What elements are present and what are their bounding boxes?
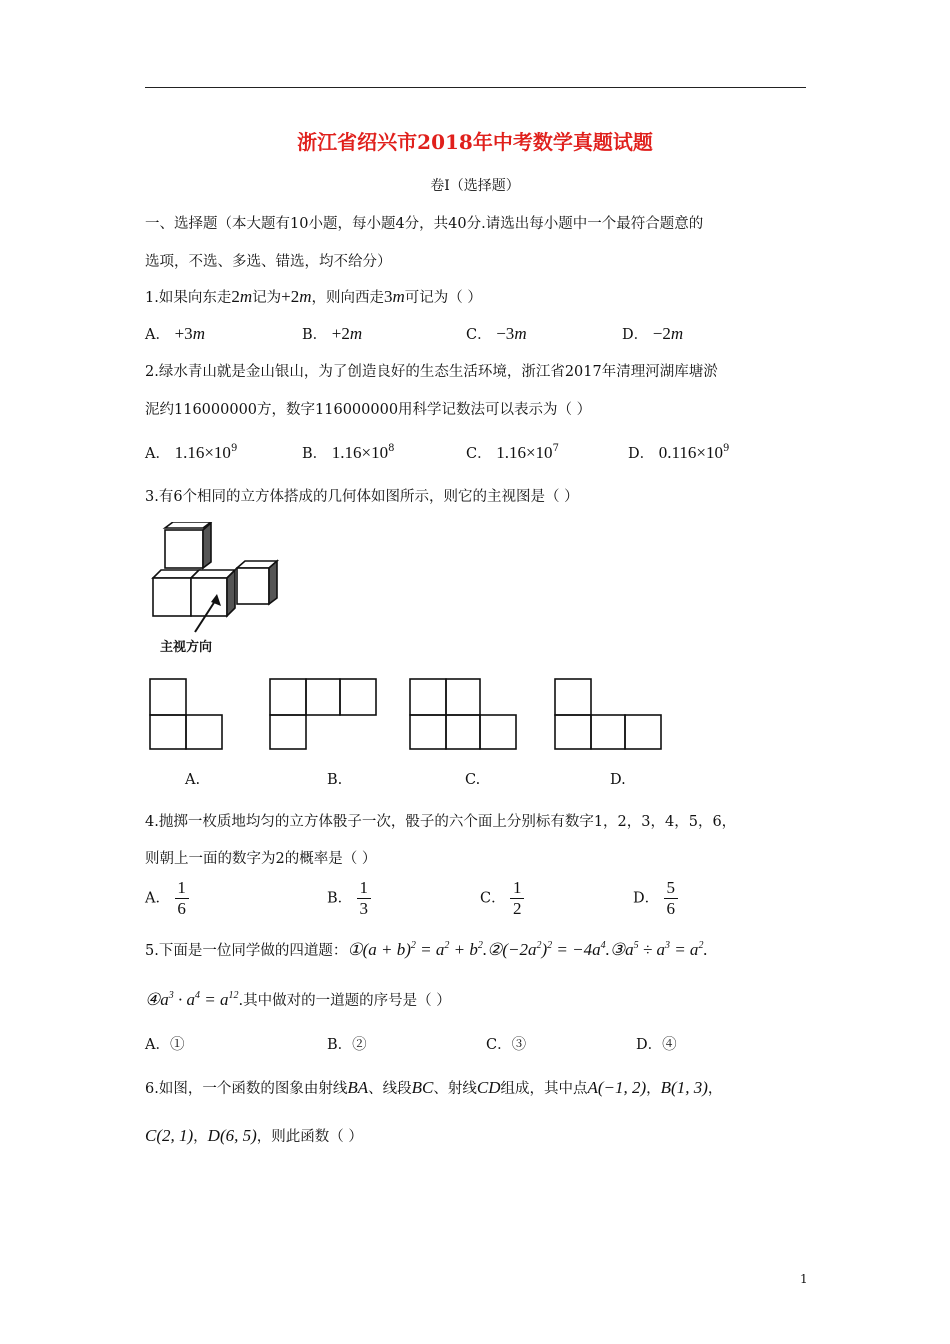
expr-2: $②(-2a^2)^2 = -4a^4$.: [487, 940, 610, 959]
q3-option-d-view[interactable]: [553, 677, 663, 751]
q3-option-a-view[interactable]: [148, 677, 224, 751]
page-title: 浙江省绍兴市2018年中考数学真题试题: [297, 130, 653, 154]
section-title: 卷Ⅰ（选择题）: [430, 178, 520, 194]
view-direction-label: 主视方向: [160, 640, 213, 655]
question-6-line1: 6.如图，一个函数的图象由射线BA、线段BC、射线CD组成，其中点A(−1, 2)，B(1, 3)，: [145, 1078, 723, 1097]
q3-option-c-view[interactable]: [408, 677, 518, 751]
q3-option-c-label[interactable]: C.: [465, 772, 481, 788]
q2-option-a[interactable]: A． $1.16\times 10^9$: [145, 443, 238, 462]
question-6-line2: C(2, 1)，D(6, 5)，则此函数（ ）: [145, 1126, 363, 1145]
q4-option-c[interactable]: C． $\frac{1}{2}$: [480, 878, 524, 919]
question-1: 1.如果向东走2m记为+2m，则向西走3m可记为（ ）: [145, 287, 482, 306]
q4-option-b[interactable]: B． $\frac{1}{3}$: [327, 878, 371, 919]
q1-option-d[interactable]: D． −2m: [622, 324, 684, 343]
q5-option-c[interactable]: C．③: [486, 1037, 527, 1053]
question-2-line2: 泥约116000000方，数字116000000用科学记数法可以表示为（ ）: [145, 402, 592, 418]
q4-option-a[interactable]: A． $\frac{1}{6}$: [145, 878, 189, 919]
q3-option-a-label[interactable]: A.: [185, 772, 201, 788]
question-5-line1: 5.下面是一位同学做的四道题：①(a + $b)^2 = a^2$ + $b^2.②(-2a^2)^2$ = $-4a^4.③a^5 \div a^3 = a^2$.: [145, 940, 708, 959]
q3-option-d-label[interactable]: D.: [610, 772, 626, 788]
instructions-line1: 一、选择题（本大题有10小题，每小题4分，共40分.请选出每小题中一个最符合题意的: [145, 216, 704, 232]
expr-4: $④a^3 \cdot a^4 = a^{12}$: [145, 990, 239, 1009]
q5-option-b[interactable]: B．②: [327, 1037, 367, 1053]
q2-option-c[interactable]: C． $1.16\times 10^7$: [466, 443, 559, 462]
question-4-line2: 则朝上一面的数字为2的概率是（ ）: [145, 851, 377, 867]
question-3: 3.有6个相同的立方体搭成的几何体如图所示，则它的主视图是（ ）: [145, 489, 579, 505]
instructions-line2: 选项，不选、多选、错选，均不给分）: [145, 254, 392, 270]
header-rule: [145, 87, 806, 88]
q4-option-d[interactable]: D． $\frac{5}{6}$: [633, 878, 678, 919]
expr-3: $③a^5 \div a^3 = a^2$.: [609, 940, 708, 959]
page-number: 1: [800, 1272, 808, 1286]
q5-option-d[interactable]: D．④: [636, 1037, 677, 1053]
q1-option-a[interactable]: A． +3m: [145, 324, 205, 343]
question-4-line1: 4.抛掷一枚质地均匀的立方体骰子一次，骰子的六个面上分别标有数字1，2，3，4，5，6，: [145, 814, 737, 830]
expr-1: ①(a + $b)^2 = a^2 + b^2$.: [347, 940, 488, 959]
q5-option-a[interactable]: A．①: [145, 1037, 185, 1053]
q1-option-b[interactable]: B． +2m: [302, 324, 363, 343]
q1-option-c[interactable]: C． −3m: [466, 324, 527, 343]
q2-option-b[interactable]: B． $1.16\times 10^8$: [302, 443, 395, 462]
question-5-line2: $④a^3 \cdot a^4 = a^{12}$.其中做对的一道题的序号是（ ）: [145, 990, 451, 1009]
question-2-line1: 2.绿水青山就是金山银山，为了创造良好的生态生活环境，浙江省2017年清理河湖库塘淤: [145, 364, 718, 380]
q2-option-d[interactable]: D． $0.116\times 10^9$: [628, 443, 730, 462]
q3-option-b-label[interactable]: B.: [327, 772, 343, 788]
q3-option-b-view[interactable]: [268, 677, 378, 751]
